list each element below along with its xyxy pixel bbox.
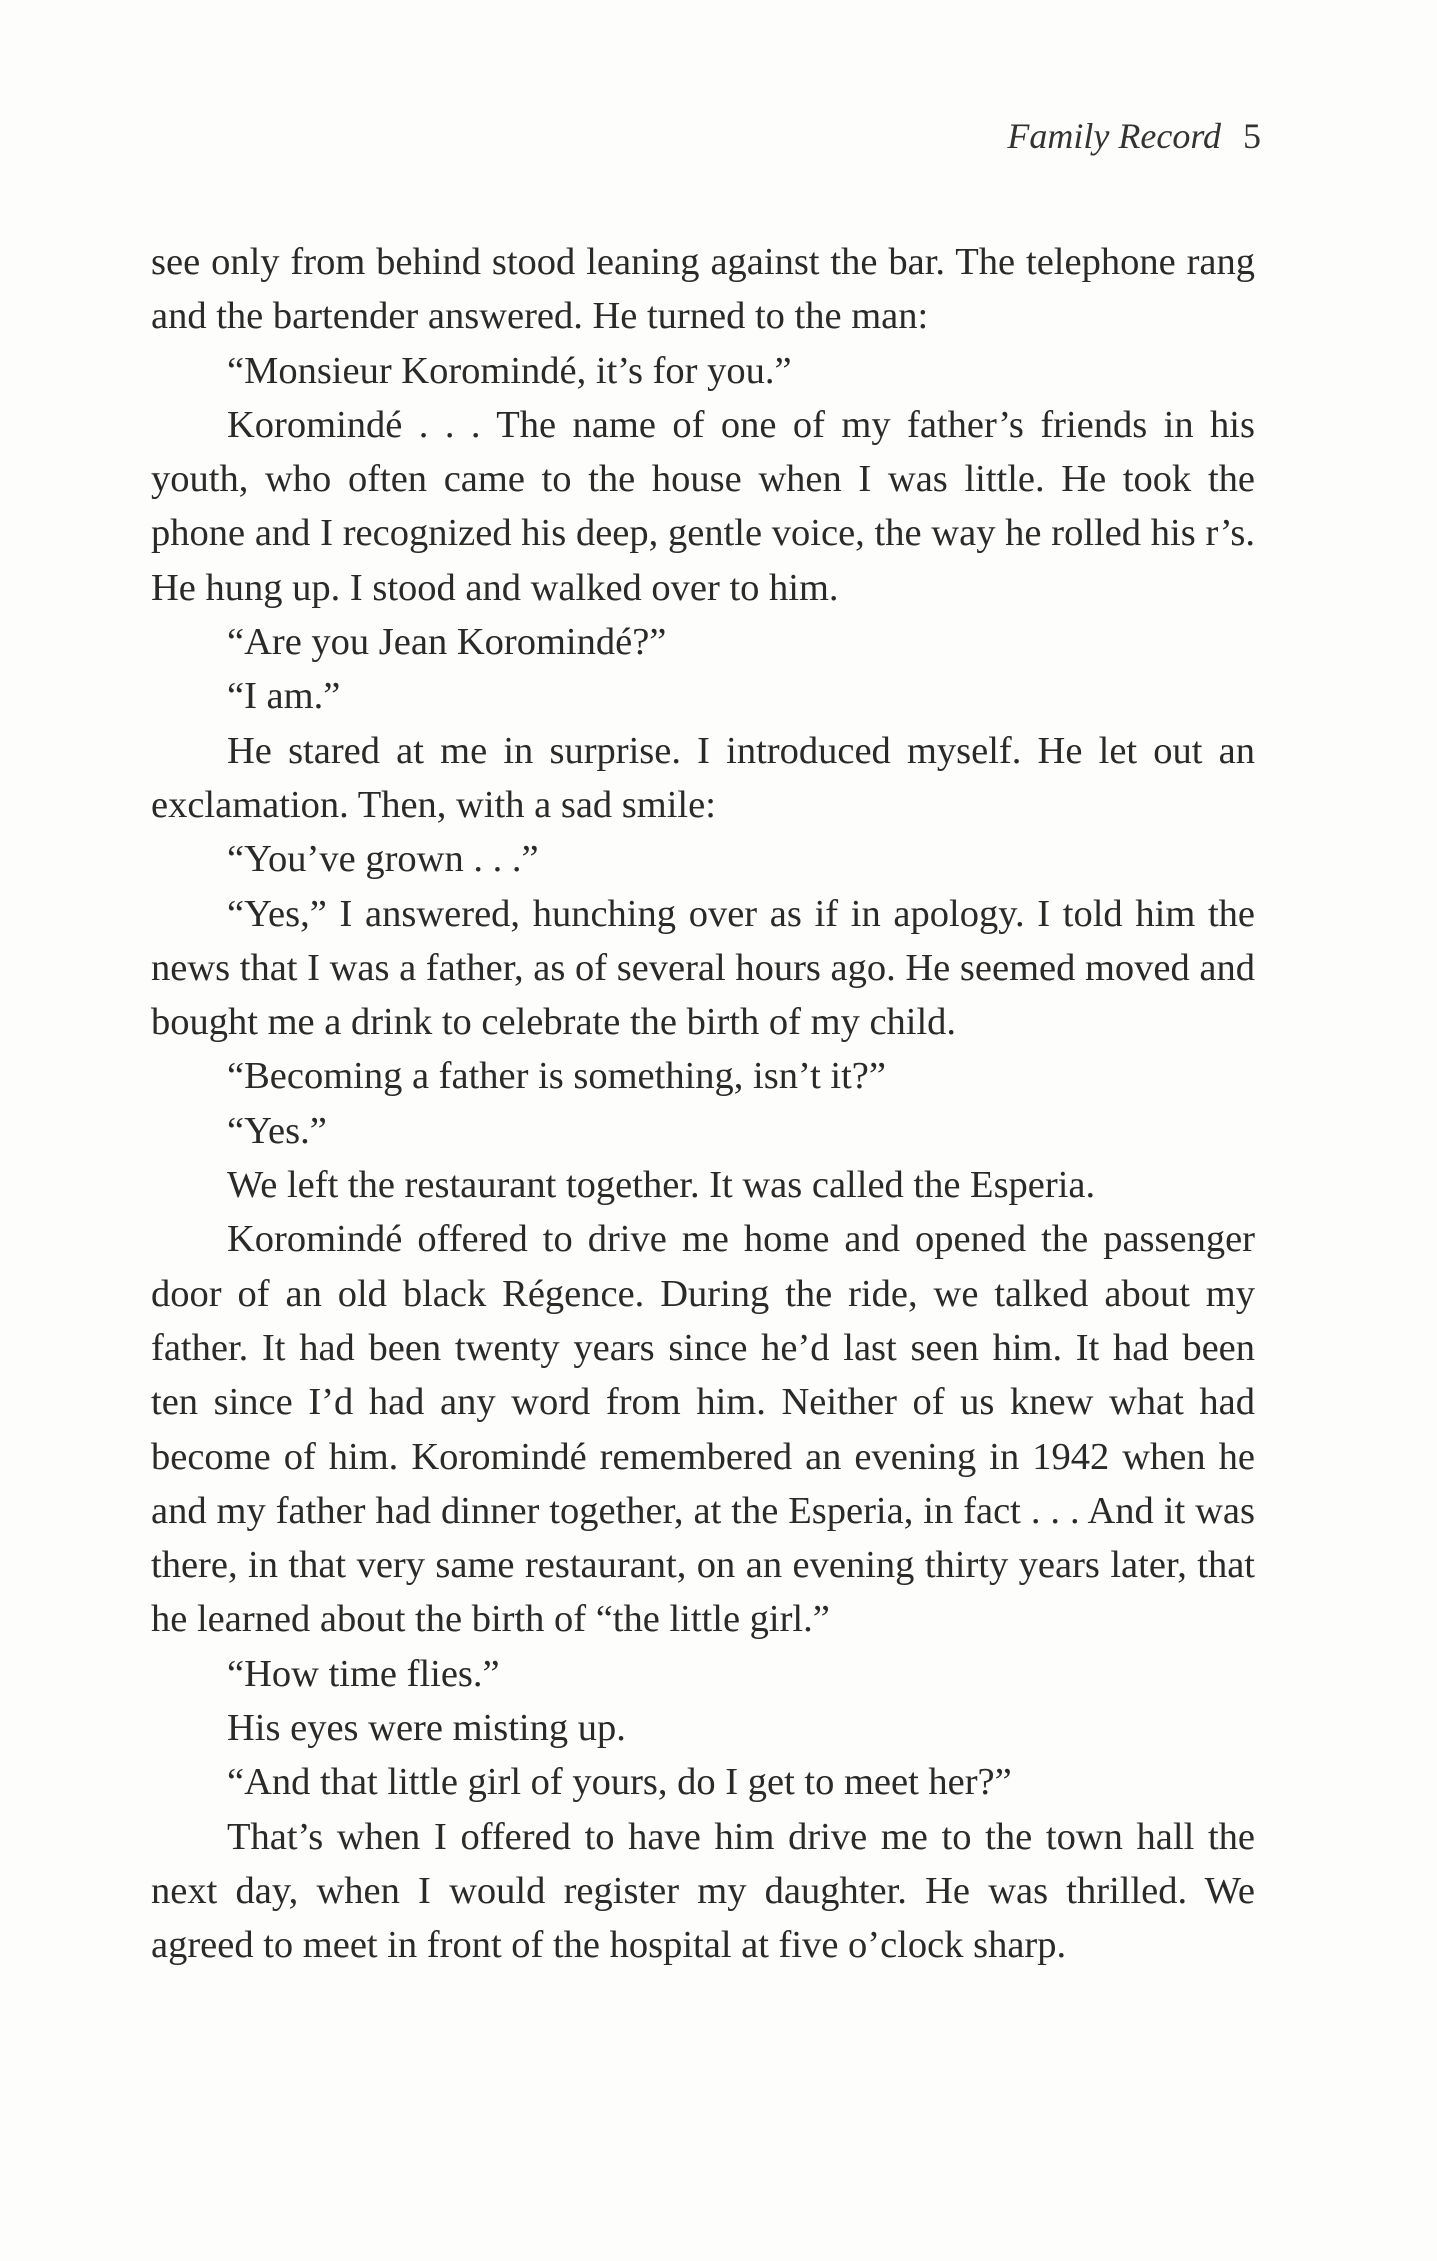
paragraph: “Yes,” I answered, hunching over as if in apology. I told him the news that I was a father, as of several hours ago. He seemed moved and bought me a drink to celebrate the birth of my child. [151,892,1255,1044]
paragraph: “You’ve grown . . .” [227,838,539,881]
paragraph: We left the restaurant together. It was called the Esperia. [227,1164,1096,1207]
page-number: 5 [1243,116,1261,156]
paragraph: His eyes were misting up. [227,1707,626,1750]
paragraph: “And that little girl of yours, do I get to meet her?” [227,1761,1012,1804]
body-text [151,235,1255,1973]
paragraph: see only from behind stood leaning against the bar. The telephone rang and the bartender answered. He turned to the man: [151,241,1255,338]
paragraph: Koromindé . . . The name of one of my father’s friends in his youth, who often came to the house when I was little. He took the phone and I recognized his deep, gentle voice, the way he rolled his r’s. He hung up. I stood and walked over to him. [151,403,1255,609]
paragraph: “Monsieur Koromindé, it’s for you.” [227,349,792,392]
paragraph: That’s when I offered to have him drive me to the town hall the next day, when I would register my daughter. He was thrilled. We agreed to meet in front of the hospital at five o’clock sharp. [151,1815,1255,1967]
running-head [1007,112,1261,160]
paragraph: He stared at me in surprise. I introduced myself. He let out an exclamation. Then, with a sad smile: [151,729,1255,826]
paragraph: “Yes.” [227,1109,327,1152]
paragraph: “I am.” [227,675,341,718]
paragraph: “Becoming a father is something, isn’t it?” [227,1055,886,1098]
paragraph: Koromindé offered to drive me home and opened the passenger door of an old black Régence. During the ride, we talked about my father. It had been twenty years since he’d last seen him. It had been ten since I’d had any word from him. Neither of us knew what had become of him. Koromindé remembered an evening in 1942 when he and my father had dinner together, at the Esperia, in fact . . . And it was there, in that very same restaurant, on an evening thirty years later, that he learned about the birth of “the little girl.” [151,1218,1255,1641]
paragraph: “Are you Jean Koromindé?” [227,621,667,664]
running-head-title: Family Record [1007,116,1221,156]
paragraph: “How time flies.” [227,1652,500,1695]
